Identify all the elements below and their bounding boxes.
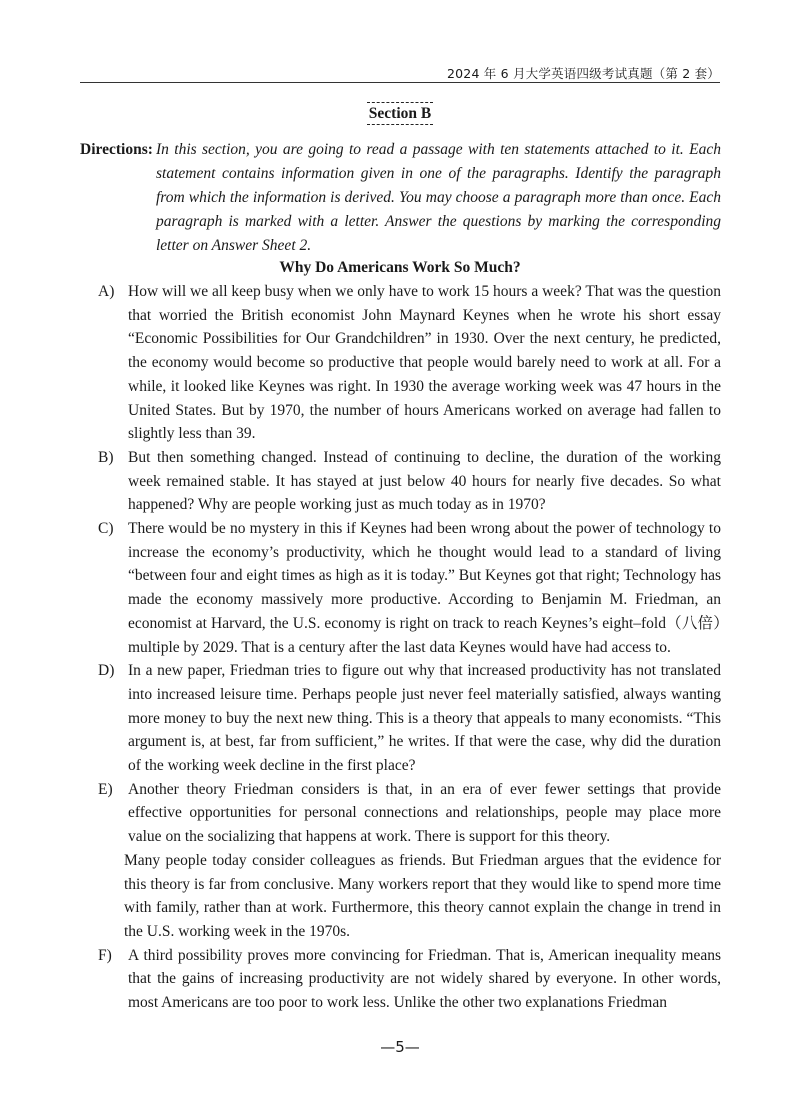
running-header: 2024 年 6 月大学英语四级考试真题（第 2 套） xyxy=(447,66,720,81)
paragraph-letter: D) xyxy=(98,662,115,680)
paragraph-text: Another theory Friedman considers is that, in an era of ever fewer settings that provide effective opportunities for personal connections and relationships, people may place more value on the socializing that happens at work. There is support for this theory. xyxy=(128,780,721,846)
section-heading xyxy=(0,102,800,125)
paragraph-e xyxy=(98,778,721,849)
directions-label: Directions: xyxy=(80,141,153,158)
paragraph-text: Many people today consider colleagues as friends. But Friedman argues that the evidence for this theory is far from conclusive. Many workers report that they would like to spend more time with family, rather than at work. Furthermore, this theory cannot explain the change in trend in the U.S. working week in the 1970s. xyxy=(124,851,721,940)
header-rule xyxy=(80,82,720,83)
passage-body xyxy=(98,280,721,1015)
page-number: —5— xyxy=(380,1038,420,1056)
directions-block xyxy=(80,138,721,258)
paragraph-text: There would be no mystery in this if Keynes had been wrong about the power of technology to increase the economy’s productivity, which he thought would lead to a standard of living “between four and eight times as high as it is today.” But Keynes got that right; Technology has made the economy massively more productive. According to Benjamin M. Friedman, an economist at Harvard, the U.S. economy is right on track to reach Keynes’s eight–fold（八倍）multiple by 2029. That is a century after the last data Keynes would have had access to. xyxy=(128,520,721,656)
paragraph-text: A third possibility proves more convincing for Friedman. That is, American inequality means that the gains of increasing productivity are not widely shared by everyone. In other words, most Americans are too poor to work less. Unlike the other two explanations Friedman xyxy=(128,946,721,1012)
paragraph-d xyxy=(98,659,721,778)
paragraph-letter: A) xyxy=(98,283,115,300)
paragraph-text: In a new paper, Friedman tries to figure out why that increased productivity has not translated into increased leisure time. Perhaps people just never feel materially satisfied, always wanting more money to buy the next new thing. This is a theory that appeals to many economists. “This argument is, at best, far from sufficient,” he writes. If that were the case, why did the duration of the working week decline in the first place? xyxy=(128,662,721,775)
paragraph-a xyxy=(98,280,721,446)
passage-title: Why Do Americans Work So Much? xyxy=(279,259,521,276)
paragraph-letter: F) xyxy=(98,946,112,964)
paragraph-text: But then something changed. Instead of continuing to decline, the duration of the working week remained stable. It has stayed at just below 40 hours for nearly five decades. So what happened? Why are people working just as much today as in 1970? xyxy=(128,448,721,514)
paragraph-letter: B) xyxy=(98,448,114,466)
paragraph-b xyxy=(98,446,721,517)
section-label: Section B xyxy=(367,102,433,125)
paragraph-text: How will we all keep busy when we only have to work 15 hours a week? That was the question that worried the British economist John Maynard Keynes when he wrote his short essay “Economic Possibilities for Our Grandchildren” in 1930. Over the next century, he predicted, the economy would become so productive that people would barely need to work at all. For a while, it looked like Keynes was right. In 1930 the average working week was 47 hours in the United States. But by 1970, the number of hours Americans worked on average had fallen to slightly less than 39. xyxy=(128,283,721,443)
paragraph-f xyxy=(98,944,721,1015)
paragraph-c xyxy=(98,517,721,659)
paragraph-letter: C) xyxy=(98,520,114,538)
paragraph-letter: E) xyxy=(98,780,113,798)
paragraph-e-continued xyxy=(124,849,721,944)
directions-text: In this section, you are going to read a passage with ten statements attached to it. Each statement contains information given in one of the paragraphs. Identify the paragraph from which the information is derived. You may choose a paragraph more than once. Each paragraph is marked with a letter. Answer the questions by marking the corresponding letter on Answer Sheet 2. xyxy=(156,141,721,254)
